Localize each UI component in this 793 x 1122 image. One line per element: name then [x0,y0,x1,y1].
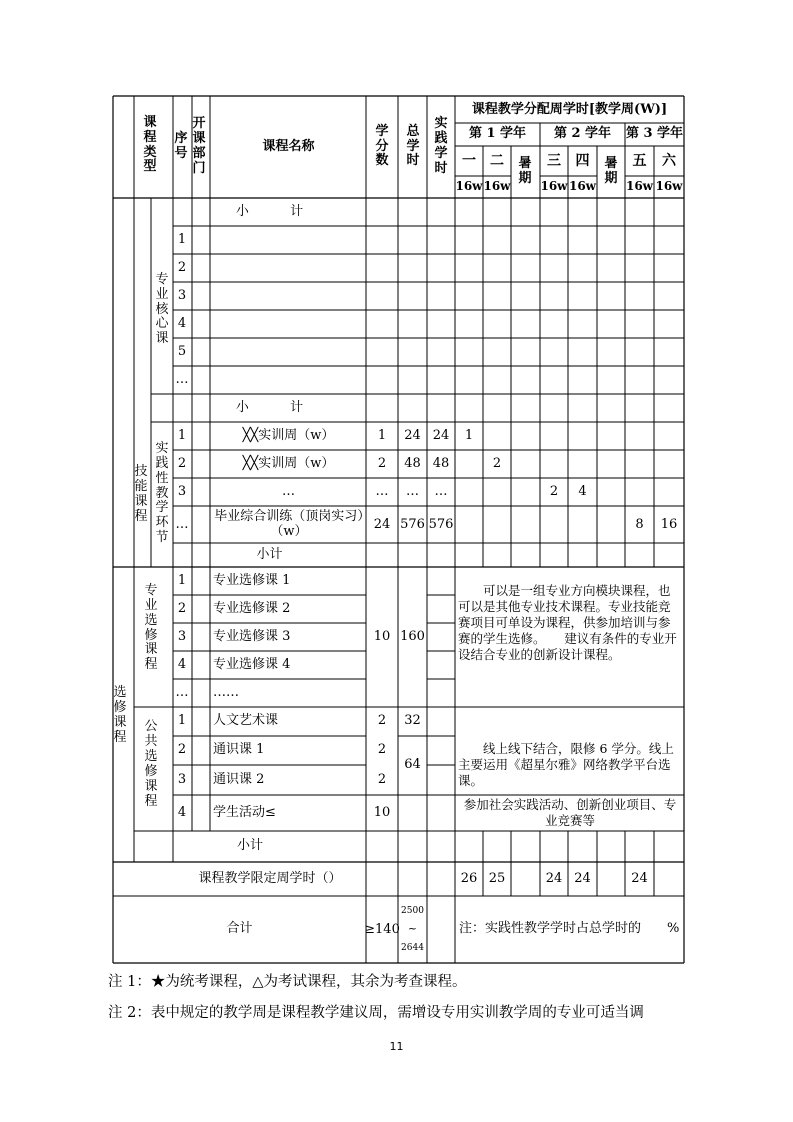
footnote-1: 注 1：★为统考课程，△为考试课程，其余为考查课程。 [108,974,467,990]
core-course-label: 专业核心课 [155,271,169,347]
total-hours-separator: ~ [407,921,418,935]
header-term-1: 一 [462,152,476,169]
weekly-limit-term: 24 [545,870,563,886]
header-seq: 序号 [174,131,188,161]
core-seq-4: 4 [177,316,187,332]
practical-term-value: 4 [578,484,587,500]
public-elective-label: 公共选修课程 [144,719,158,809]
public-elective-credits-2: 2 [377,742,387,758]
subtotal-short-label: 小计 [256,546,283,562]
header-credits: 学分数 [375,123,389,169]
major-elective-seq-3: 3 [177,629,187,645]
weekly-limit-term: 24 [631,870,648,886]
core-seq-1: 1 [177,232,187,248]
practical-name-3: … [282,484,295,500]
public-elective-credits-3: 2 [377,771,387,787]
practical-name-4: 毕业综合训练（顶岗实习）（w） [214,509,364,539]
subtotal-short-label: 小计 [236,837,263,853]
core-seq-2: 2 [177,260,187,276]
public-elective-seq-2: 2 [177,742,187,758]
public-elective-note: 线上线下结合，限修 6 学分。线上主要运用《超星尔雅》网络教学平台选课。 [458,741,674,788]
public-elective-credits-4: 10 [373,804,391,820]
major-elective-note: 可以是一组专业方向模块课程，也可以是其他专业技术课程。专业技能竞赛项目可单设为课程，供参加培训与参赛的学生选修。 建议有条件的专业开设结合专业的创新设计课程。 [458,583,677,662]
header-practice-hours: 实践学时 [434,116,448,176]
practical-credits-1: 1 [377,428,387,444]
weekly-limit-term: 24 [574,870,591,886]
major-elective-name-3: 专业选修课 3 [213,629,291,645]
core-seq-more: … [175,372,189,388]
practical-total-2: 48 [404,456,421,472]
weekly-limit-term: 26 [460,870,478,886]
header-week-4: 16w [568,179,597,194]
public-elective-name-1: 人文艺术课 [213,713,279,729]
practical-practice-3: … [434,484,448,500]
core-seq-3: 3 [177,288,187,304]
weekly-limit-term: 25 [488,870,506,886]
practical-teaching-label: 实践性教学环节 [155,440,169,546]
practical-seq-2: 2 [177,456,187,472]
practical-total-4: 576 [400,516,425,532]
weekly-limit-label: 课程教学限定周学时（） [198,870,342,886]
practical-term-value: 8 [635,516,644,532]
total-credits: ≥140 [364,922,400,937]
header-term-3: 三 [547,152,561,169]
public-elective-seq-4: 4 [177,804,187,820]
public-elective-name-2: 通识课 1 [213,742,265,758]
practical-credits-4: 24 [373,516,391,532]
practical-term-value: 2 [549,484,559,500]
practical-total-3: … [406,484,419,500]
header-week-1: 16w [455,179,483,194]
total-hours-high: 2644 [401,942,424,953]
major-elective-name-4: 专业选修课 4 [213,657,291,673]
practice-ratio-note: 注：实践性教学学时占总学时的 % [459,921,680,937]
practical-seq-3: 3 [177,484,187,500]
practical-term-value: 2 [492,456,502,472]
practical-credits-2: 2 [377,456,387,472]
header-week-5: 16w [625,179,654,194]
header-course-name: 课程名称 [262,138,315,154]
practical-seq-4: … [175,516,189,532]
total-label: 合计 [226,921,253,937]
header-week-2: 16w [483,179,511,194]
public-elective-total-1: 32 [404,713,421,729]
header-year-3: 第 3 学年 [625,126,684,142]
header-term-4: 四 [575,152,590,169]
practical-practice-1: 24 [432,428,450,444]
major-elective-label: 专业选修课程 [144,582,158,673]
header-term-6: 六 [662,152,676,169]
header-course-type: 课程类型 [143,114,157,175]
practical-seq-1: 1 [177,428,187,444]
major-elective-seq-more: … [175,685,189,701]
practical-term-value: 16 [660,516,678,532]
header-week-6: 16w [655,179,683,194]
subtotal-row-label: 小 计 [235,400,304,416]
major-elective-name-more: …… [213,685,239,701]
major-elective-seq-2: 2 [177,601,187,617]
major-elective-seq-4: 4 [177,657,187,673]
total-hours-low: 2500 [401,905,424,916]
public-elective-name-3: 通识课 2 [213,771,265,787]
practical-term-value: 1 [464,428,474,444]
header-term-summer-2: 暑期 [604,156,618,186]
public-elective-total-23: 64 [404,757,421,773]
practical-credits-3: … [375,484,389,500]
practical-name-2: ╳╳实训周（w） [242,456,335,472]
header-year-1: 第 1 学年 [468,126,527,142]
skill-course-label: 技能课程 [134,464,148,524]
header-dept: 开课部门 [192,116,206,176]
footnote-2: 注 2：表中规定的教学周是课程教学建议周，需增设专用实训教学周的专业可适当调 [108,1005,644,1021]
header-total-hours: 总学时 [406,123,420,169]
practical-practice-4: 576 [428,516,454,532]
major-elective-total: 160 [400,629,425,645]
core-seq-5: 5 [177,344,187,360]
major-elective-name-1: 专业选修课 1 [213,573,291,589]
page-number: 11 [389,1040,404,1053]
practical-total-1: 24 [404,428,421,444]
public-elective-credits-1: 2 [377,713,387,729]
subtotal-row-label: 小 计 [235,204,304,220]
public-elective-seq-1: 1 [177,713,187,729]
header-term-2: 二 [490,152,504,169]
major-elective-credits: 10 [373,629,391,645]
practical-practice-2: 48 [432,456,450,472]
header-term-summer-1: 暑期 [518,156,532,186]
elective-course-label: 选修课程 [113,685,127,745]
header-distribution-title: 课程教学分配周学时[教学周(W)] [471,102,668,118]
header-term-5: 五 [632,152,647,169]
header-year-2: 第 2 学年 [553,126,612,142]
public-elective-name-4: 学生活动≤ [213,804,276,820]
public-elective-seq-3: 3 [177,771,187,787]
header-week-3: 16w [540,179,568,194]
practical-name-1: ╳╳实训周（w） [242,428,335,444]
major-elective-name-2: 专业选修课 2 [213,601,291,617]
activity-note: 参加社会实践活动、创新创业项目、专业竞赛等 [463,797,677,828]
major-elective-seq-1: 1 [177,573,187,589]
